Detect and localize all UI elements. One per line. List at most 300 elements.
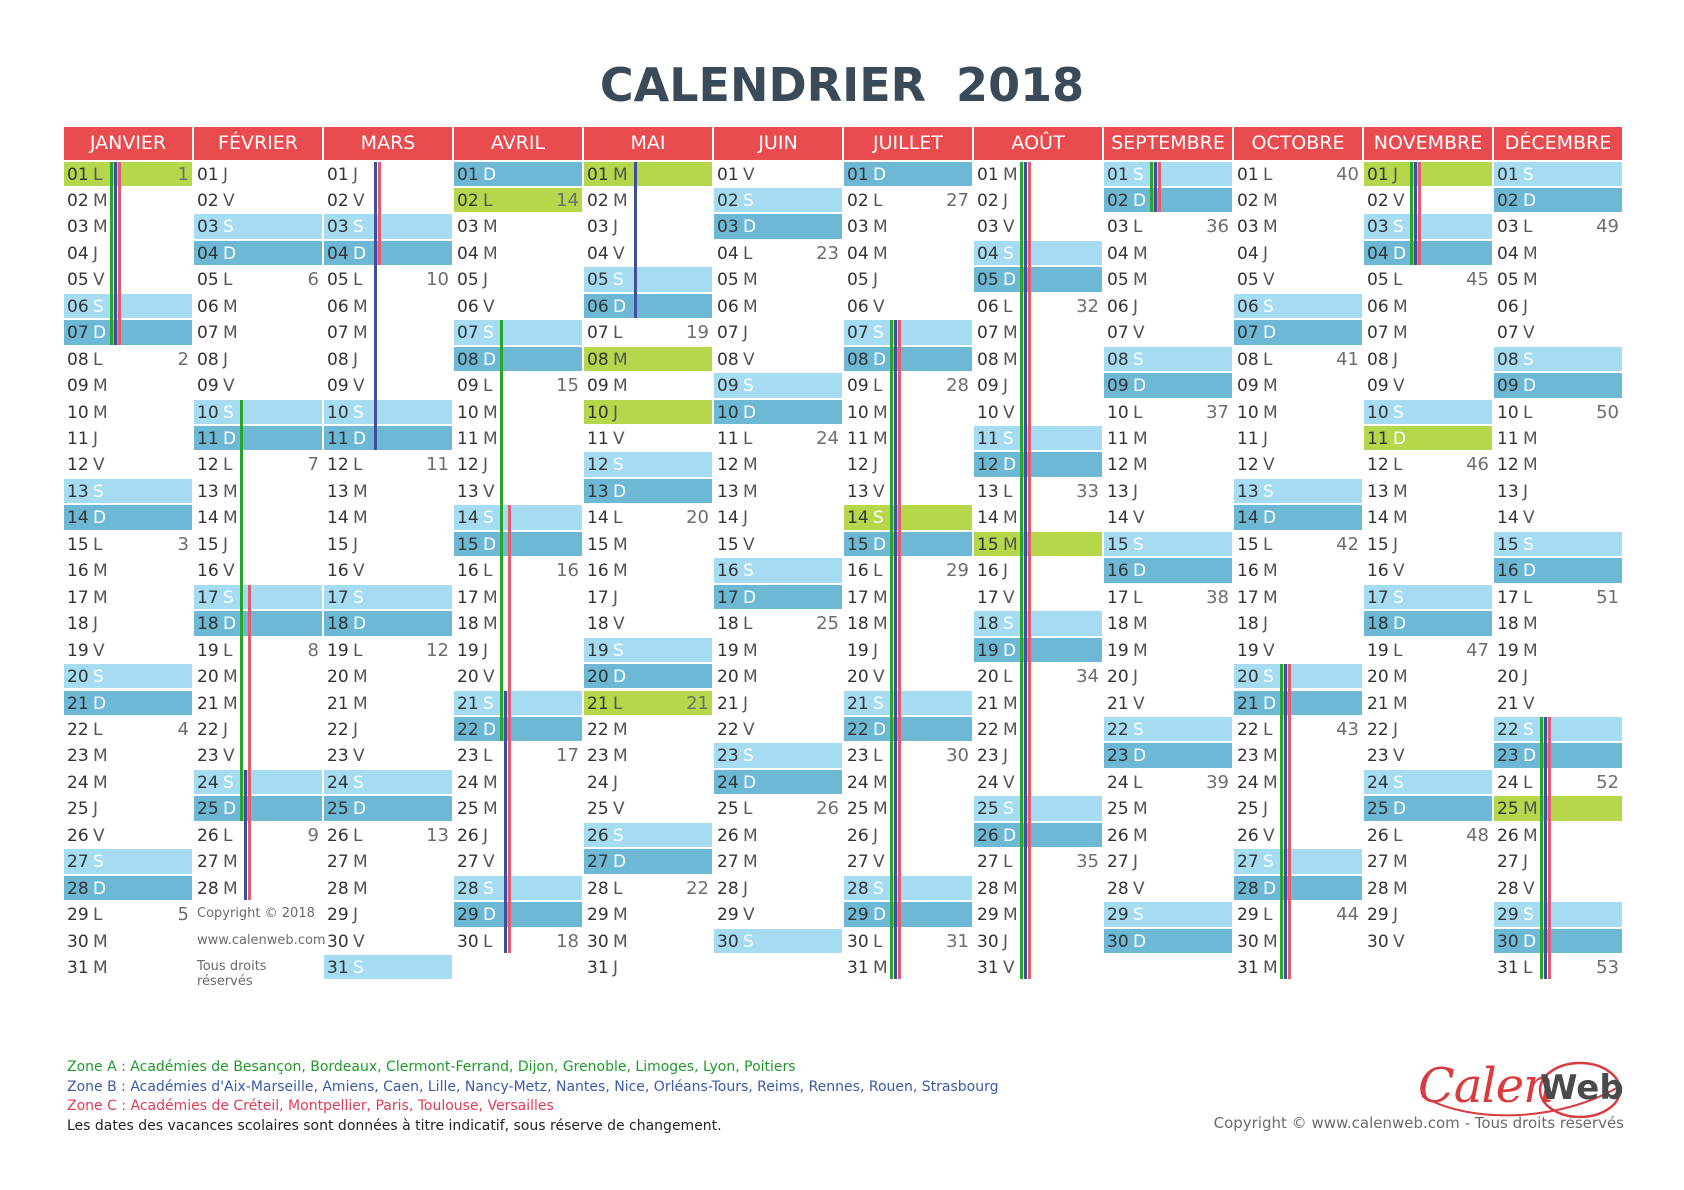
day-number: 07 — [1497, 323, 1519, 344]
weekday-letter: M — [1133, 614, 1148, 635]
day-number: 22 — [1497, 719, 1519, 740]
day-number: 03 — [1237, 217, 1259, 238]
weekday-letter: S — [613, 270, 624, 291]
day-cell — [1364, 822, 1492, 848]
day-number: 26 — [1367, 825, 1389, 846]
day-cell — [584, 478, 712, 504]
weekday-letter: J — [353, 719, 359, 740]
day-cell — [1234, 293, 1362, 319]
zone-b-vacation-bar — [1154, 162, 1157, 213]
day-number: 13 — [977, 481, 999, 502]
day-cell — [1494, 161, 1622, 187]
day-number: 10 — [1367, 402, 1389, 423]
day-number: 27 — [1367, 852, 1389, 873]
day-cell — [1364, 504, 1492, 530]
day-cell — [844, 319, 972, 345]
week-number: 33 — [1076, 480, 1099, 502]
day-number: 24 — [977, 772, 999, 793]
zone-b-vacation-bar — [1284, 664, 1287, 979]
day-number: 28 — [717, 878, 739, 899]
weekday-letter: S — [1523, 534, 1534, 555]
weekday-letter: V — [483, 852, 495, 873]
weekday-letter: L — [93, 905, 103, 926]
day-number: 10 — [1237, 402, 1259, 423]
day-number: 13 — [197, 481, 219, 502]
weekday-letter: D — [1523, 376, 1537, 397]
day-number: 04 — [977, 243, 999, 264]
weekday-letter: M — [223, 481, 238, 502]
day-cell — [714, 557, 842, 583]
zone-a-vacation-bar — [500, 320, 503, 741]
weekday-letter: D — [1523, 561, 1537, 582]
day-number: 06 — [67, 296, 89, 317]
day-number: 23 — [197, 746, 219, 767]
weekday-letter: M — [353, 667, 368, 688]
weekday-letter: D — [93, 323, 107, 344]
weekday-letter: M — [1523, 429, 1538, 449]
weekday-letter: J — [613, 402, 619, 423]
day-number: 03 — [1367, 217, 1389, 238]
weekday-letter: V — [1133, 323, 1145, 344]
weekday-letter: S — [93, 481, 104, 502]
weekday-letter: J — [483, 640, 489, 661]
day-cell — [324, 795, 452, 821]
weekday-letter: S — [1263, 852, 1274, 873]
weekday-letter: L — [1523, 587, 1533, 608]
day-cell — [584, 372, 712, 398]
day-number: 18 — [1497, 614, 1519, 635]
weekday-letter: S — [223, 772, 234, 793]
day-cell — [1494, 425, 1622, 451]
day-number: 19 — [457, 640, 479, 661]
day-number: 03 — [67, 217, 89, 238]
weekday-letter: V — [1003, 402, 1015, 423]
day-number: 06 — [977, 296, 999, 317]
day-number: 09 — [197, 376, 219, 397]
week-number: 2 — [177, 348, 189, 370]
day-cell — [1364, 557, 1492, 583]
week-number: 34 — [1076, 666, 1099, 688]
weekday-letter: M — [873, 429, 888, 449]
weekday-letter: S — [483, 878, 494, 899]
day-number: 23 — [717, 746, 739, 767]
weekday-letter: D — [1263, 878, 1277, 899]
weekday-letter: M — [1523, 640, 1538, 661]
weekday-letter: L — [1523, 958, 1533, 978]
day-number: 01 — [717, 164, 739, 185]
day-number: 27 — [587, 852, 609, 873]
day-cell — [714, 875, 842, 901]
day-cell — [194, 795, 322, 821]
week-number: 24 — [816, 428, 839, 449]
day-number: 26 — [67, 825, 89, 846]
day-cell — [64, 637, 192, 663]
weekday-letter: M — [1523, 825, 1538, 846]
day-cell — [454, 690, 582, 716]
day-cell — [584, 557, 712, 583]
weekday-letter: D — [1263, 508, 1277, 529]
day-cell — [714, 293, 842, 319]
day-cell — [454, 319, 582, 345]
day-number: 20 — [327, 667, 349, 688]
week-number: 7 — [307, 454, 319, 476]
day-number: 22 — [197, 719, 219, 740]
month-column — [974, 127, 1104, 1047]
day-cell — [194, 610, 322, 636]
day-cell — [1364, 663, 1492, 689]
weekday-letter: D — [1133, 561, 1147, 582]
day-cell — [1364, 451, 1492, 477]
week-number: 17 — [556, 745, 579, 767]
day-number: 16 — [327, 561, 349, 582]
day-cell — [844, 610, 972, 636]
day-cell — [714, 504, 842, 530]
day-number: 11 — [67, 429, 89, 449]
weekday-letter: M — [1523, 455, 1538, 476]
day-cell — [974, 213, 1102, 239]
day-cell — [714, 531, 842, 557]
weekday-letter: J — [1393, 719, 1399, 740]
weekday-letter: V — [1133, 878, 1145, 899]
day-number: 25 — [327, 799, 349, 820]
day-cell — [1494, 954, 1622, 980]
day-cell — [1494, 663, 1622, 689]
week-number: 39 — [1206, 771, 1229, 793]
day-cell — [1234, 769, 1362, 795]
weekday-letter: M — [1133, 243, 1148, 264]
week-number: 19 — [686, 322, 709, 344]
weekday-letter: V — [743, 164, 755, 185]
month-column — [1234, 127, 1364, 1047]
day-cell — [714, 425, 842, 451]
day-cell — [584, 266, 712, 292]
day-cell — [974, 372, 1102, 398]
month-header: JUILLET — [844, 127, 972, 160]
day-cell — [714, 213, 842, 239]
day-number: 09 — [1367, 376, 1389, 397]
day-cell — [1234, 875, 1362, 901]
day-cell — [714, 716, 842, 742]
weekday-letter: S — [1003, 614, 1014, 635]
weekday-letter: D — [743, 772, 757, 793]
zone-a-vacation-bar — [1150, 162, 1153, 213]
weekday-letter: J — [93, 429, 99, 449]
day-cell — [1104, 478, 1232, 504]
day-cell — [324, 928, 452, 954]
day-cell — [1234, 954, 1362, 980]
day-number: 20 — [197, 667, 219, 688]
day-number: 17 — [1107, 587, 1129, 608]
weekday-letter: L — [873, 190, 883, 211]
day-cell — [1104, 187, 1232, 213]
weekday-letter: M — [93, 958, 108, 978]
day-cell — [64, 187, 192, 213]
day-number: 26 — [1237, 825, 1259, 846]
day-cell — [974, 663, 1102, 689]
weekday-letter: V — [353, 746, 365, 767]
day-cell — [1104, 716, 1232, 742]
day-cell — [1364, 266, 1492, 292]
weekday-letter: M — [873, 587, 888, 608]
weekday-letter: S — [483, 693, 494, 714]
week-number: 1 — [177, 163, 189, 185]
day-cell — [974, 478, 1102, 504]
weekday-letter: S — [1523, 719, 1534, 740]
day-cell — [194, 822, 322, 848]
weekday-letter: V — [1263, 270, 1275, 291]
day-cell — [1494, 901, 1622, 927]
day-cell — [194, 742, 322, 768]
day-number: 19 — [197, 640, 219, 661]
day-number: 30 — [327, 931, 349, 952]
weekday-letter: M — [1393, 852, 1408, 873]
month-header: AOÛT — [974, 127, 1102, 160]
weekday-letter: M — [223, 296, 238, 317]
day-number: 05 — [1497, 270, 1519, 291]
day-number: 25 — [1107, 799, 1129, 820]
weekday-letter: D — [743, 402, 757, 423]
day-cell — [1494, 266, 1622, 292]
day-number: 20 — [67, 667, 89, 688]
day-cell — [844, 928, 972, 954]
month-header: OCTOBRE — [1234, 127, 1362, 160]
weekday-letter: J — [743, 323, 749, 344]
week-number: 36 — [1206, 216, 1229, 238]
week-number: 16 — [556, 560, 579, 582]
day-number: 08 — [847, 349, 869, 370]
weekday-letter: M — [93, 402, 108, 423]
day-number: 18 — [457, 614, 479, 635]
weekday-letter: L — [873, 746, 883, 767]
day-number: 12 — [197, 455, 219, 476]
day-cell — [1494, 610, 1622, 636]
day-number: 17 — [197, 587, 219, 608]
day-cell — [1234, 690, 1362, 716]
day-cell — [194, 399, 322, 425]
day-number: 31 — [977, 958, 999, 978]
day-number: 03 — [977, 217, 999, 238]
day-number: 25 — [197, 799, 219, 820]
day-number: 12 — [1237, 455, 1259, 476]
weekday-letter: D — [1523, 190, 1537, 211]
day-cell — [1364, 848, 1492, 874]
day-number: 23 — [67, 746, 89, 767]
day-number: 15 — [1237, 534, 1259, 555]
day-number: 22 — [1367, 719, 1389, 740]
week-number: 5 — [177, 904, 189, 926]
weekday-letter: L — [483, 190, 493, 211]
weekday-letter: D — [353, 243, 367, 264]
calendar-grid — [64, 127, 1624, 1047]
day-number: 23 — [327, 746, 349, 767]
weekday-letter: L — [613, 323, 623, 344]
weekday-letter: D — [1263, 323, 1277, 344]
weekday-letter: S — [1523, 905, 1534, 926]
day-number: 08 — [977, 349, 999, 370]
weekday-letter: M — [223, 508, 238, 529]
day-cell — [324, 161, 452, 187]
weekday-letter: S — [93, 852, 104, 873]
week-number: 6 — [307, 269, 319, 291]
day-cell — [1104, 266, 1232, 292]
day-number: 07 — [327, 323, 349, 344]
weekday-letter: S — [353, 402, 364, 423]
weekday-letter: S — [1393, 217, 1404, 238]
weekday-letter: L — [93, 164, 103, 185]
day-cell — [974, 928, 1102, 954]
day-number: 24 — [457, 772, 479, 793]
day-number: 22 — [67, 719, 89, 740]
day-cell — [1364, 610, 1492, 636]
day-cell — [1494, 557, 1622, 583]
day-cell — [1234, 504, 1362, 530]
day-cell — [194, 478, 322, 504]
day-number: 25 — [1367, 799, 1389, 820]
day-number: 29 — [1367, 905, 1389, 926]
day-cell — [1234, 425, 1362, 451]
weekday-letter: D — [93, 878, 107, 899]
day-cell — [454, 637, 582, 663]
day-number: 23 — [1237, 746, 1259, 767]
weekday-letter: M — [873, 614, 888, 635]
day-number: 04 — [587, 243, 609, 264]
day-cell — [1364, 425, 1492, 451]
weekday-letter: J — [93, 614, 99, 635]
weekday-letter: L — [1263, 719, 1273, 740]
day-cell — [1364, 928, 1492, 954]
day-number: 09 — [67, 376, 89, 397]
day-number: 28 — [1107, 878, 1129, 899]
day-cell — [584, 769, 712, 795]
weekday-letter: S — [223, 217, 234, 238]
weekday-letter: M — [613, 719, 628, 740]
day-number: 04 — [197, 243, 219, 264]
weekday-letter: J — [1523, 667, 1529, 688]
day-number: 22 — [587, 719, 609, 740]
day-cell — [64, 213, 192, 239]
weekday-letter: V — [1523, 693, 1535, 714]
day-cell — [974, 716, 1102, 742]
weekday-letter: D — [613, 481, 627, 502]
weekday-letter: S — [873, 323, 884, 344]
day-number: 05 — [717, 270, 739, 291]
day-number: 08 — [1107, 349, 1129, 370]
day-cell — [454, 769, 582, 795]
day-number: 24 — [197, 772, 219, 793]
day-number: 29 — [327, 905, 349, 926]
day-number: 26 — [457, 825, 479, 846]
weekday-letter: D — [873, 534, 887, 555]
weekday-letter: M — [353, 296, 368, 317]
day-number: 14 — [1367, 508, 1389, 529]
weekday-letter: S — [1133, 534, 1144, 555]
day-number: 06 — [587, 296, 609, 317]
day-cell — [584, 690, 712, 716]
day-cell — [324, 293, 452, 319]
day-number: 23 — [587, 746, 609, 767]
weekday-letter: D — [483, 534, 497, 555]
day-number: 07 — [197, 323, 219, 344]
weekday-letter: L — [1133, 217, 1143, 238]
weekday-letter: L — [1393, 825, 1403, 846]
weekday-letter: D — [1133, 190, 1147, 211]
day-cell — [1234, 161, 1362, 187]
day-cell — [1494, 875, 1622, 901]
day-number: 01 — [587, 164, 609, 185]
weekday-letter: M — [223, 852, 238, 873]
day-cell — [584, 848, 712, 874]
day-number: 16 — [67, 561, 89, 582]
week-number: 51 — [1596, 586, 1619, 608]
month-column — [194, 127, 324, 1047]
day-number: 21 — [457, 693, 479, 714]
weekday-letter: M — [1263, 561, 1278, 582]
week-number: 10 — [426, 269, 449, 291]
day-number: 28 — [847, 878, 869, 899]
day-number: 21 — [717, 693, 739, 714]
day-number: 12 — [1107, 455, 1129, 476]
day-cell — [844, 795, 972, 821]
day-number: 06 — [327, 296, 349, 317]
weekday-letter: M — [353, 508, 368, 529]
weekday-letter: M — [743, 852, 758, 873]
weekday-letter: J — [223, 349, 229, 370]
day-number: 02 — [717, 190, 739, 211]
weekday-letter: J — [1133, 852, 1139, 873]
day-number: 29 — [1497, 905, 1519, 926]
month-header: JUIN — [714, 127, 842, 160]
weekday-letter: D — [873, 719, 887, 740]
day-cell — [454, 848, 582, 874]
day-cell — [454, 822, 582, 848]
zone-a-vacation-bar — [240, 400, 243, 821]
day-cell — [194, 213, 322, 239]
weekday-letter: J — [873, 640, 879, 661]
weekday-letter: J — [613, 217, 619, 238]
weekday-letter: V — [353, 376, 365, 397]
day-number: 26 — [847, 825, 869, 846]
day-number: 20 — [847, 667, 869, 688]
zone-b-vacation-bar — [1024, 162, 1027, 980]
day-number: 09 — [847, 376, 869, 397]
month-header: MAI — [584, 127, 712, 160]
day-cell — [1104, 610, 1232, 636]
day-number: 01 — [977, 164, 999, 185]
day-number: 17 — [717, 587, 739, 608]
weekday-letter: M — [873, 243, 888, 264]
zone-c-vacation-bar — [1288, 664, 1291, 979]
day-number: 09 — [1237, 376, 1259, 397]
day-number: 11 — [1237, 429, 1259, 449]
weekday-letter: D — [223, 243, 237, 264]
weekday-letter: M — [483, 614, 498, 635]
day-cell — [1364, 240, 1492, 266]
weekday-letter: L — [1263, 349, 1273, 370]
month-header: FÉVRIER — [194, 127, 322, 160]
day-cell — [844, 822, 972, 848]
day-cell — [194, 637, 322, 663]
weekday-letter: M — [483, 402, 498, 423]
day-number: 28 — [1367, 878, 1389, 899]
week-number: 4 — [177, 718, 189, 740]
month-header: MARS — [324, 127, 452, 160]
day-cell — [64, 769, 192, 795]
day-number: 26 — [587, 825, 609, 846]
day-number: 14 — [1497, 508, 1519, 529]
weekday-letter: L — [1133, 402, 1143, 423]
day-cell — [1104, 319, 1232, 345]
weekday-letter: D — [1003, 270, 1017, 291]
